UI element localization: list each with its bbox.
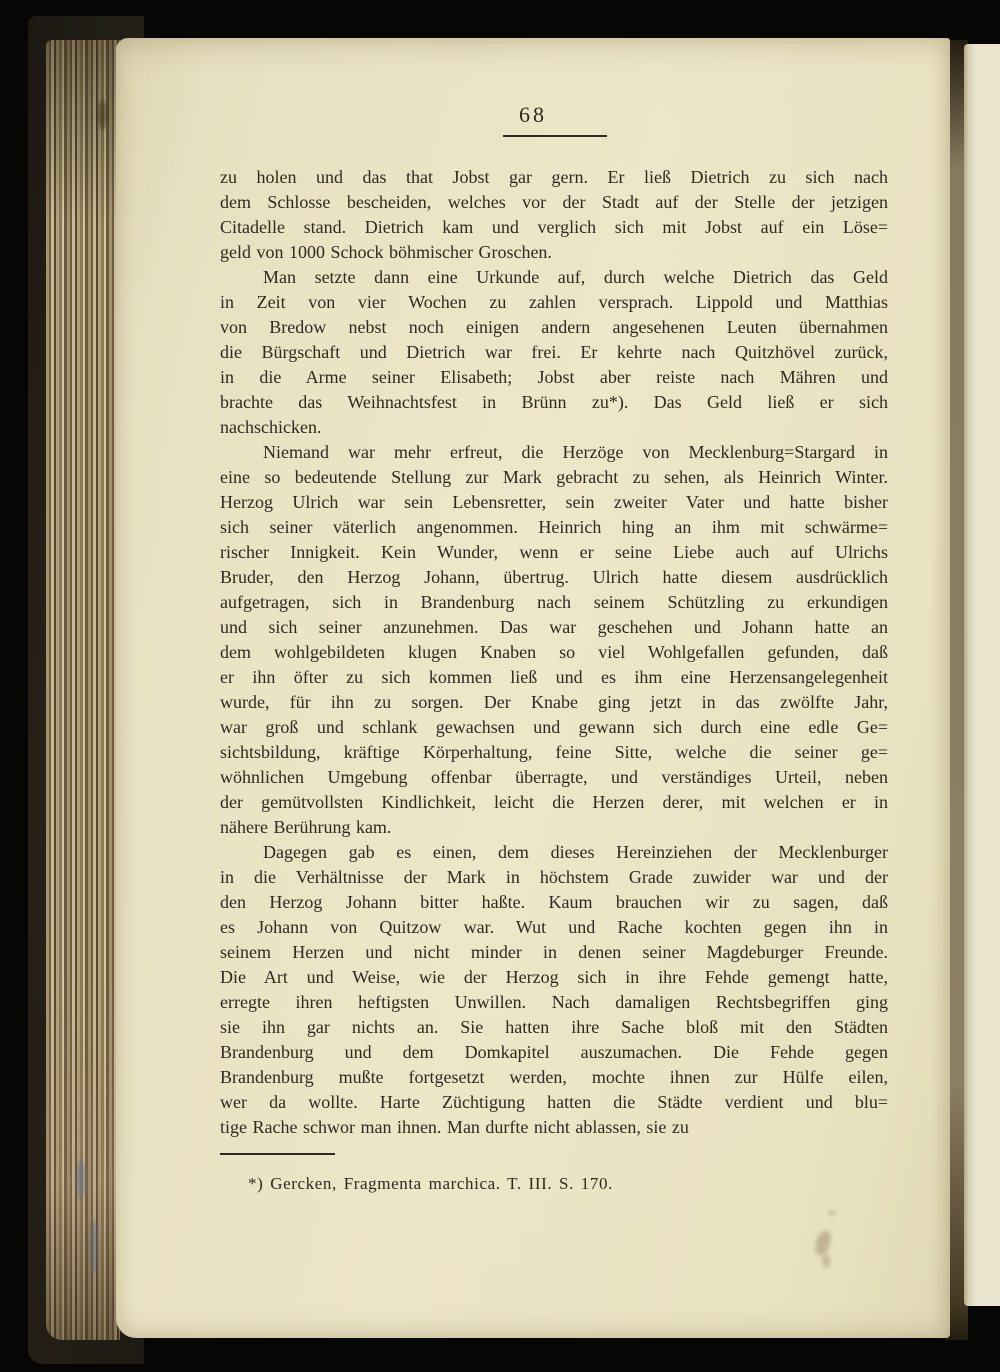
paragraph <box>220 165 888 265</box>
text-line: tige Rache schwor man ihnen. Man durfte nicht ablassen, sie zu <box>220 1117 689 1137</box>
text-line: Bruder, den Herzog Johann, übertrug. Ulrich hatte diesem ausdrücklich <box>220 567 888 587</box>
text-line: aufgetragen, sich in Brandenburg nach seinem Schützling zu erkundigen <box>220 592 888 612</box>
page-number-rule <box>503 135 607 137</box>
text-block <box>220 165 888 1140</box>
text-line: dem Schlosse bescheiden, welches vor der Stadt auf der Stelle der jetzigen <box>220 192 888 212</box>
text-line: sich seiner väterlich angenommen. Heinrich hing an ihm mit schwärme= <box>220 517 888 537</box>
text-line: in Zeit von vier Wochen zu zahlen versprach. Lippold und Matthias <box>220 292 888 312</box>
text-line: wöhnlichen Umgebung offenbar überragte, und verständiges Urteil, neben <box>220 767 888 787</box>
text-line: er ihn öfter zu sich kommen ließ und es ihm eine Herzensangelegenheit <box>220 667 888 687</box>
text-line: war groß und schlank gewachsen und gewann sich durch eine edle Ge= <box>220 717 888 737</box>
text-line: Niemand war mehr erfreut, die Herzöge von Mecklenburg=Stargard in <box>263 442 888 462</box>
text-line: Man setzte dann eine Urkunde auf, durch welche Dietrich das Geld <box>263 267 888 287</box>
text-line: seinem Herzen und nicht minder in denen seiner Magdeburger Freunde. <box>220 942 888 962</box>
paper-stain <box>821 1253 831 1268</box>
text-line: von Bredow nebst noch einigen andern angesehenen Leuten übernahmen <box>220 317 888 337</box>
text-line: Herzog Ulrich war sein Lebensretter, sein zweiter Vater und hatte bisher <box>220 492 888 512</box>
text-line: wer da wollte. Harte Züchtigung hatten die Städte verdient und blu= <box>220 1092 888 1112</box>
text-line: sichtsbildung, kräftige Körperhaltung, feine Sitte, welche die seiner ge= <box>220 742 888 762</box>
text-line: erregte ihren heftigsten Unwillen. Nach damaligen Rechtsbegriffen ging <box>220 992 888 1012</box>
fore-edge <box>46 40 120 1340</box>
text-line: dem wohlgebildeten klugen Knaben so viel Wohlgefallen gefunden, daß <box>220 642 888 662</box>
footnote-rule <box>220 1153 335 1155</box>
paragraph <box>220 265 888 440</box>
text-line: in die Verhältnisse der Mark in höchstem Grade zuwider war und der <box>220 867 888 887</box>
footnote-marker: *) <box>248 1174 264 1193</box>
paragraph <box>220 440 888 840</box>
text-line: rischer Innigkeit. Kein Wunder, wenn er seine Liebe auch auf Ulrichs <box>220 542 888 562</box>
text-line: nachschicken. <box>220 417 322 437</box>
text-line: und sich seiner anzunehmen. Das war geschehen und Johann hatte an <box>220 617 888 637</box>
text-line: Die Art und Weise, wie der Herzog sich in ihre Fehde gemengt hatte, <box>220 967 888 987</box>
text-line: nähere Berührung kam. <box>220 817 392 837</box>
text-line: geld von 1000 Schock böhmischer Groschen. <box>220 242 552 262</box>
book-page <box>116 38 950 1338</box>
text-line: es Johann von Quitzow war. Wut und Rache kochten gegen ihn in <box>220 917 888 937</box>
fore-edge-speck <box>98 100 107 130</box>
paper-stain <box>829 1210 835 1216</box>
footnote <box>220 1174 888 1194</box>
text-line: Brandenburg und dem Domkapitel auszumachen. Die Fehde gegen <box>220 1042 888 1062</box>
paragraph <box>220 840 888 1140</box>
text-line: der gemütvollsten Kindlichkeit, leicht die Herzen derer, mit welchen er in <box>220 792 888 812</box>
text-line: Dagegen gab es einen, dem dieses Hereinziehen der Mecklenburger <box>263 842 888 862</box>
text-line: zu holen und das that Jobst gar gern. Er ließ Dietrich zu sich nach <box>220 167 888 187</box>
text-line: Citadelle stand. Dietrich kam und verglich sich mit Jobst auf ein Löse= <box>220 217 888 237</box>
text-line: brachte das Weihnachtsfest in Brünn zu*). Das Geld ließ er sich <box>220 392 888 412</box>
footnote-text: Gercken, Fragmenta marchica. T. III. S. 170. <box>270 1174 613 1193</box>
text-line: in die Arme seiner Elisabeth; Jobst aber reiste nach Mähren und <box>220 367 888 387</box>
text-line: eine so bedeutende Stellung zur Mark gebracht zu sehen, als Heinrich Winter. <box>220 467 888 487</box>
text-line: sie ihn gar nichts an. Sie hatten ihre Sache bloß mit den Städten <box>220 1017 888 1037</box>
fore-edge-speck <box>76 1160 86 1200</box>
paper-stain <box>812 1228 833 1257</box>
fore-edge-speck <box>90 1220 98 1275</box>
text-line: Brandenburg mußte fortgesetzt werden, mochte ihnen zur Hülfe eilen, <box>220 1067 888 1087</box>
next-page-edge <box>964 44 1000 1306</box>
text-line: die Bürgschaft und Dietrich war frei. Er kehrte nach Quitzhövel zurück, <box>220 342 888 362</box>
text-line: den Herzog Johann bitter haßte. Kaum brauchen wir zu sagen, daß <box>220 892 888 912</box>
text-line: wurde, für ihn zu sorgen. Der Knabe ging jetzt in das zwölfte Jahr, <box>220 692 888 712</box>
page-number: 68 <box>519 102 547 127</box>
